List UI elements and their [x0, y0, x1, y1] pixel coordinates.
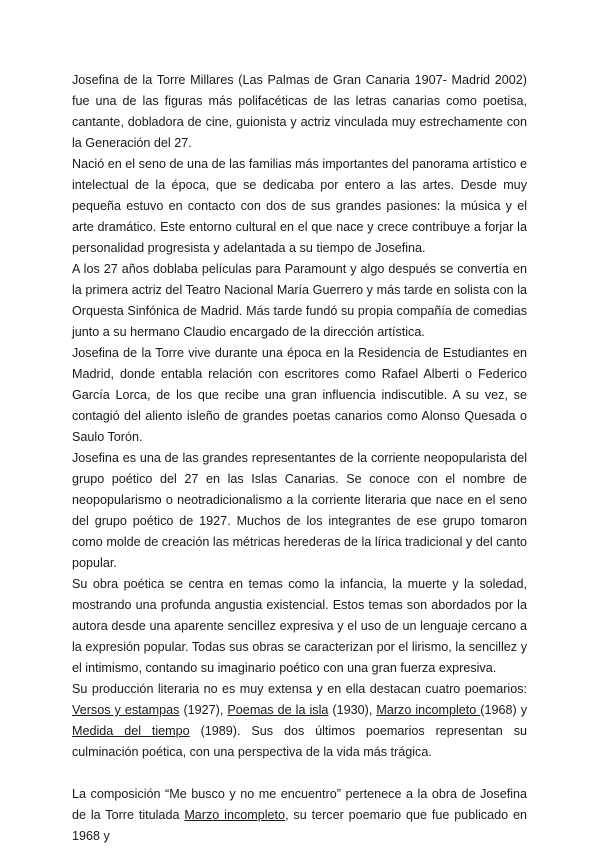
paragraph-residence: Josefina de la Torre vive durante una época en la Residencia de Estudiantes en Madrid, donde entabla relación con escritores como Rafael Alberti o Federico García Lorca, de los que recibe una gran influencia indiscutible. A su vez, se contagió del aliento isleño de grandes poetas canarios como Alonso Quesada o Saulo Torón. [72, 346, 527, 444]
production-text-3: (1968) y [480, 703, 528, 717]
production-text-1: (1927), [179, 703, 228, 717]
work-title-marzo: Marzo incompleto [376, 703, 481, 717]
paragraph-family: Nació en el seno de una de las familias más importantes del panorama artístico e intelectual de la época, que se dedicaba por entero a las artes. Desde muy pequeña estuvo en contacto con dos de sus grandes pasiones: la música y el arte dramático. Este entorno cultural en el que nace y crece contribuye a forjar la personalidad progresista y adelantada a su tiempo de Josefina. [72, 157, 527, 255]
closing-intro: La composición “Me busco y no me encuentro” pertenece a la obra de Josefina de la Torre titulada [72, 787, 527, 822]
production-text-2: (1930), [328, 703, 377, 717]
work-title-versos: Versos y estampas [72, 703, 180, 717]
paragraph-neopopularism: Josefina es una de las grandes representantes de la corriente neopopularista del grupo poético del 27 en las Islas Canarias. Se conoce con el nombre de neopopularismo o neotradicionalismo a la corriente literaria que nace en el seno del grupo poético de 1927. Muchos de los integrantes de ese grupo tomaron como molde de creación las métricas herederas de la lírica tradicional y del canto popular. [72, 451, 527, 570]
closing-work-title: Marzo incompleto [184, 808, 286, 822]
work-title-poemas: Poemas de la isla [227, 703, 329, 717]
paragraph-production [72, 679, 527, 763]
document-body [72, 70, 527, 847]
paragraph-themes: Su obra poética se centra en temas como la infancia, la muerte y la soledad, mostrando una profunda angustia existencial. Estos temas son abordados por la autora desde una aparente sencillez expresiva y el uso de un lenguaje cercano a la expresión popular. Todas sus obras se caracterizan por el lirismo, la sencillez y el intimismo, contando su imaginario poético con una gran fuerza expresiva. [72, 577, 527, 675]
closing-after: , su tercer poemario que fue publicado en 1968 y [72, 808, 527, 843]
work-title-medida: Medida del tiempo [72, 724, 190, 738]
paragraph-closing [72, 784, 527, 847]
production-intro: Su producción literaria no es muy extensa y en ella destacan cuatro poemarios: [72, 682, 527, 696]
paragraph-career: A los 27 años doblaba películas para Paramount y algo después se convertía en la primera actriz del Teatro Nacional María Guerrero y más tarde en solista con la Orquesta Sinfónica de Madrid. Más tarde fundó su propia compañía de comedias junto a su hermano Claudio encargado de la dirección artística. [72, 262, 527, 339]
production-text-4: (1989). Sus dos últimos poemarios representan su culminación poética, con una perspectiva de la vida más trágica. [72, 724, 527, 759]
paragraph-intro: Josefina de la Torre Millares (Las Palmas de Gran Canaria 1907- Madrid 2002) fue una de las figuras más polifacéticas de las letras canarias como poetisa, cantante, dobladora de cine, guionista y actriz vinculada muy estrechamente con la Generación del 27. [72, 73, 527, 150]
